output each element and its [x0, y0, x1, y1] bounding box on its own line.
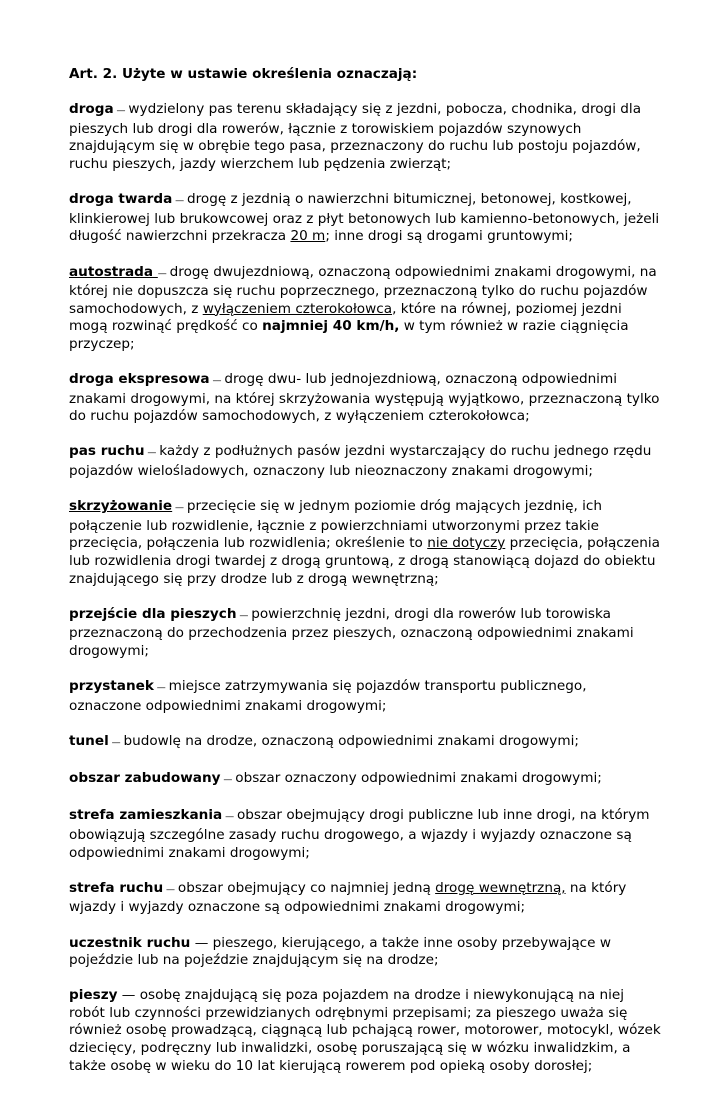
definition-autostrada [69, 264, 661, 354]
definition-text: drogę dwu- lub jednojezdniową, oznaczoną odpowiednimi znakami drogowymi, na której skrzyżowania występują wyjątkowo, przeznaczoną tylko do ruchu pojazdów samochodowych, z wyłączeniem czterokołowca; [69, 371, 660, 425]
definition-text: , które na równej, poziomej jezdni mogą rozwinąć prędkość co [69, 300, 622, 335]
definition-droga [69, 101, 661, 173]
definition-text: wydzielony pas terenu składający się z jezdni, pobocza, chodnika, drogi dla pieszych lub drogi dla rowerów, łącznie z torowiskiem pojazdów szynowych znajdującym się w obrębie tego pasa, przeznaczony do ruchu lub postoju pojazdów, ruchu pieszych, jazdy wierzchem lub pędzenia zwierząt; [69, 101, 642, 172]
em-dash: — [220, 775, 236, 786]
definition-term: przystanek [69, 678, 154, 695]
definition-text: pieszego, kierującego, a także inne osoby przebywające w pojeździe lub na pojeździe znajdującym się na drodze; [69, 934, 611, 969]
definition-strefa-ruchu [69, 880, 661, 917]
definition-text: miejsce zatrzymywania się pojazdów transportu publicznego, oznaczone odpowiednimi znakami drogowymi; [69, 678, 587, 714]
em-dash: — [222, 812, 237, 823]
em-dash: — [172, 196, 187, 207]
definition-term: strefa ruchu [69, 879, 164, 896]
underlined-text: nie dotyczy [427, 535, 506, 552]
article-heading: Art. 2. Użyte w ustawie określenia oznaczają: [69, 66, 418, 82]
definition-term: uczestnik ruchu [69, 934, 191, 951]
definition-term: pas ruchu [69, 443, 145, 460]
em-dash: — [157, 268, 170, 279]
definition-text: przecięcia, połączenia lub rozwidlenia drogi twardej z drogą gruntową, z drogą stanowiącą dojazd do obiektu znajdującego się przy drodze lub z drogą wewnętrzną; [69, 535, 660, 587]
underlined-text: wyłączeniem czterokołowca [202, 300, 393, 317]
definition-text: powierzchnię jezdni, drogi dla rowerów lub torowiska przeznaczoną do przechodzenia przez pieszych, oznaczoną odpowiednimi znakami drogowymi; [69, 605, 634, 659]
definition-droga-twarda [69, 191, 661, 246]
definition-term: skrzyżowanie [69, 498, 173, 515]
em-dash: — [209, 376, 225, 387]
definition-uczestnik-ruchu [69, 935, 661, 970]
definition-text: drogę dwujezdniową, oznaczoną odpowiednimi znakami drogowymi, na której nie dopuszcza się ruchu poprzecznego, przeznaczoną tylko do ruchu pojazdów samochodowych, z [69, 263, 657, 317]
definition-pas-ruchu [69, 443, 661, 480]
underlined-text: drogę wewnętrzną, [435, 879, 566, 896]
definition-term: droga twarda [69, 191, 173, 208]
em-dash: — [172, 503, 187, 514]
em-dash: — [117, 987, 140, 1004]
definition-term: pieszy [69, 987, 118, 1004]
definition-skrzyzowanie [69, 498, 661, 588]
definition-text: obszar oznaczony odpowiednimi znakami drogowymi; [235, 770, 602, 787]
em-dash: — [190, 934, 213, 951]
em-dash: — [163, 884, 178, 895]
definition-strefa-zamieszkania [69, 807, 661, 862]
definition-term: droga ekspresowa [69, 371, 210, 388]
definition-text: na który wjazdy i wyjazdy oznaczone są odpowiednimi znakami drogowymi; [69, 879, 627, 916]
em-dash: — [113, 106, 129, 117]
em-dash: — [144, 448, 160, 459]
definition-term: strefa zamieszkania [69, 807, 223, 824]
definition-text: obszar obejmujący co najmniej jedną [177, 879, 436, 896]
definition-text: budowlę na drodze, oznaczoną odpowiednimi znakami drogowymi; [123, 732, 579, 749]
definition-tunel [69, 733, 661, 753]
definition-term: droga [69, 101, 114, 118]
definition-text: osobę znajdującą się poza pojazdem na drodze i niewykonującą na niej robót lub czynności przewidzianych odrębnymi przepisami; za pieszego uważa się również osobę prowadzącą, ciągnącą lub pchającą rower, motorower, motocykl, wózek dziecięcy, podręczny lub inwalidzki, osobę poruszającą się w wózku inwalidzkim, a także osobę w wieku do 10 lat kierującą rowerem pod opieką osoby dorosłej; [69, 987, 661, 1074]
definition-pieszy [69, 987, 661, 1075]
definition-przystanek [69, 678, 661, 715]
definition-text: ; inne drogi są drogami gruntowymi; [325, 228, 573, 245]
em-dash: — [108, 737, 124, 748]
definition-text: przecięcie się w jednym poziomie dróg mających jezdnię, ich połączenie lub rozwidlenie, łącznie z powierzchniami utworzonymi przez takie przecięcia, połączenia lub rozwidlenia; określenie to [69, 498, 602, 552]
definition-text: drogę z jezdnią o nawierzchni bitumicznej, betonowej, kostkowej, klinkierowej lub brukowcowej oraz z płyt betonowych lub kamienno-betonowych, jeżeli długość nawierzchni przekracza [69, 191, 660, 245]
definition-obszar-zabudowany [69, 770, 661, 790]
definition-droga-ekspresowa [69, 371, 661, 426]
definition-term: autostrada [69, 263, 158, 280]
definition-term: tunel [69, 732, 109, 749]
definition-text: obszar obejmujący drogi publiczne lub inne drogi, na którym obowiązują szczególne zasady ruchu drogowego, a wjazdy i wyjazdy oznaczone są odpowiednimi znakami drogowymi; [69, 807, 650, 861]
definition-term: przejście dla pieszych [69, 605, 237, 622]
em-dash: — [236, 610, 252, 621]
definition-text: w tym również w razie ciągnięcia przyczep; [69, 318, 629, 352]
definition-text: każdy z podłużnych pasów jezdni wystarczający do ruchu jednego rzędu pojazdów wielośladowych, oznaczony lub nieoznaczony znakami drogowymi; [69, 443, 652, 480]
em-dash: — [153, 683, 169, 694]
document-page [69, 66, 661, 1093]
definition-term: obszar zabudowany [69, 770, 221, 787]
underlined-text: 20 m [290, 228, 326, 245]
bold-text: najmniej 40 km/h, [262, 318, 400, 335]
definition-przejscie-dla-pieszych [69, 606, 661, 661]
